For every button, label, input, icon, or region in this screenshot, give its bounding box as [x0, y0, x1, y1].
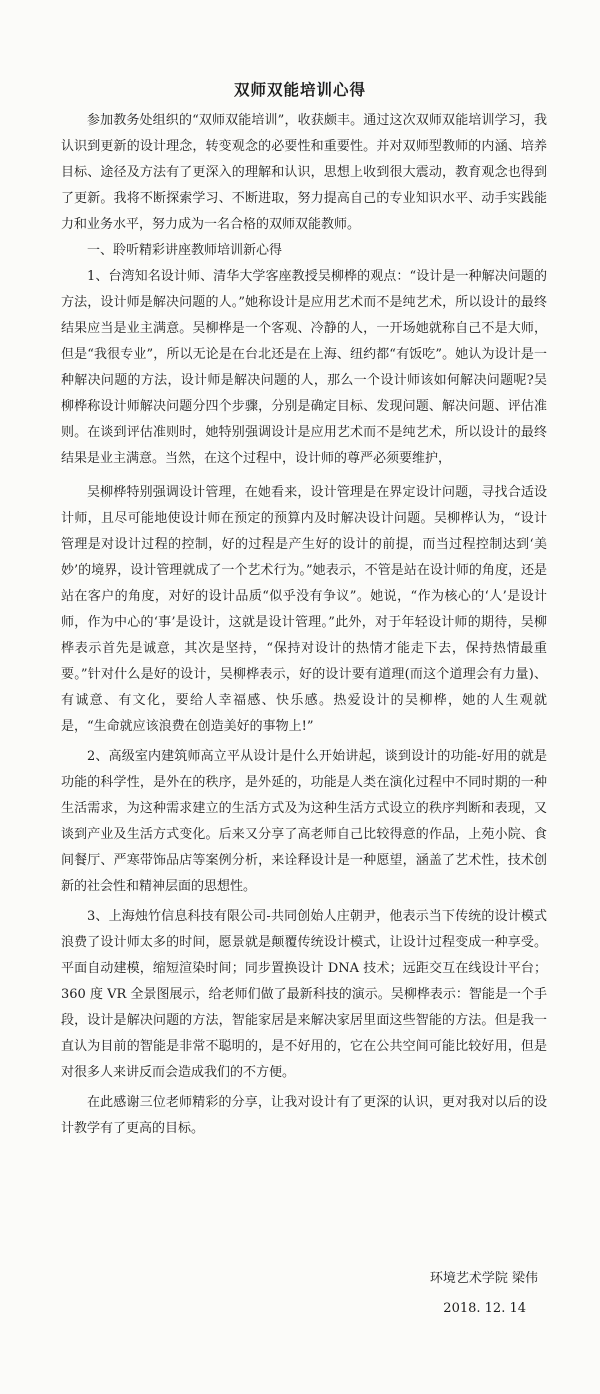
signature-date: 2018. 12. 14: [443, 1301, 526, 1316]
closing-paragraph: 在此感谢三位老师精彩的分享，让我对设计有了更深的认识，更对我对以后的设计教学有了更高的目标。: [61, 1095, 547, 1136]
intro-paragraph: 参加教务处组织的“双师双能培训”，收获颇丰。通过这次双师双能培训学习，我认识到更新的设计理念，转变观念的必要性和重要性。并对双师型教师的内涵、培养目标、途径及方法有了更深入的理解和认识，思想上收到很大震动，教育观念也得到了更新。我将不断探索学习、不断进取，努力提高自己的专业知识水平、动手实践能力和业务水平，努力成为一名合格的双师双能教师。: [61, 113, 547, 232]
item-1-paragraph-1: 1、台湾知名设计师、清华大学客座教授吴柳桦的观点：“设计是一种解决问题的方法，设计师是解决问题的人。”她称设计是应用艺术而不是纯艺术，所以设计的最终结果应当是业主满意。吴柳桦是一个客观、冷静的人，一开场她就称自己不是大师，但是“我很专业”，所以无论是在台北还是在上海、纽约都“有饭吃”。她认为设计是一种解决问题的方法，设计师是解决问题的人，那么一个设计师该如何解决问题呢?吴柳桦称设计师解决问题分四个步骤，分别是确定目标、发现问题、解决问题、评估准则。在谈到评估准则时，她特别强调设计是应用艺术而不是纯艺术，所以设计的最终结果是业主满意。当然，在这个过程中，设计师的尊严必须要维护，: [61, 269, 547, 466]
signature-block: [430, 1264, 538, 1324]
section-1-heading: 一、聆听精彩讲座教师培训新心得: [87, 243, 283, 258]
signature-org-name: 环境艺术学院 梁伟: [429, 1271, 538, 1286]
document-title: 双师双能培训心得: [233, 80, 366, 99]
item-1-paragraph-2: 吴柳桦特别强调设计管理，在她看来，设计管理是在界定设计问题，寻找合适设计师，且尽可能地使设计师在预定的预算内及时解决设计问题。吴柳桦认为，“设计管理是对设计过程的控制，好的过程是产生好的设计的前提，而当过程控制达到‘美妙’的境界，设计管理就成了一个艺术行为。”她表示，不管是站在设计师的角度，还是站在客户的角度，对好的设计品质“似乎没有争议”。她说，“作为核心的‘人’是设计师，作为中心的‘事’是设计，这就是设计管理。”此外，对于年轻设计师的期待，吴柳桦表示首先是诚意，其次是坚持，“保持对设计的热情才能走下去，保持热情最重要。”针对什么是好的设计，吴柳桦表示，好的设计要有道理(而这个道理会有力量)、有诚意、有文化，要给人幸福感、快乐感。热爱设计的吴柳桦，她的人生观就是，“生命就应该浪费在创造美好的事物上!”: [61, 485, 548, 734]
item-3-paragraph: 3、上海烛竹信息科技有限公司-共同创始人庄朝尹，他表示当下传统的设计模式浪费了设计师太多的时间，愿景就是颠覆传统设计模式，让设计过程变成一种享受。平面自动建模，缩短渲染时间；同步置换设计 DNA 技术；远距交互在线设计平台；360 度 VR 全景图展示，给老师们做了最新科技的演示。吴柳桦表示：智能是一个手段，设计是解决问题的方法，智能家居是来解决家居里面这些智能的方法。但是我一直认为目前的智能是非常不聪明的，是不好用的，它在公共空间可能比较好用，但是对很多人来讲反而会造成我们的不方便。: [61, 909, 547, 1080]
item-2-paragraph: 2、高级室内建筑师高立平从设计是什么开始讲起，谈到设计的功能-好用的就是功能的科学性，是外在的秩序，是外延的，功能是人类在演化过程中不同时期的一种生活需求，为这种需求建立的生活方式及为这种生活方式设立的秩序判断和表现，又谈到产业及生活方式变化。后来又分享了高老师自己比较得意的作品，上苑小院、食间餐厅、严寒带饰品店等案例分析，来诠释设计是一种愿望，涵盖了艺术性，技术创新的社会性和精神层面的思想性。: [61, 749, 547, 894]
document-body: [61, 108, 547, 1142]
